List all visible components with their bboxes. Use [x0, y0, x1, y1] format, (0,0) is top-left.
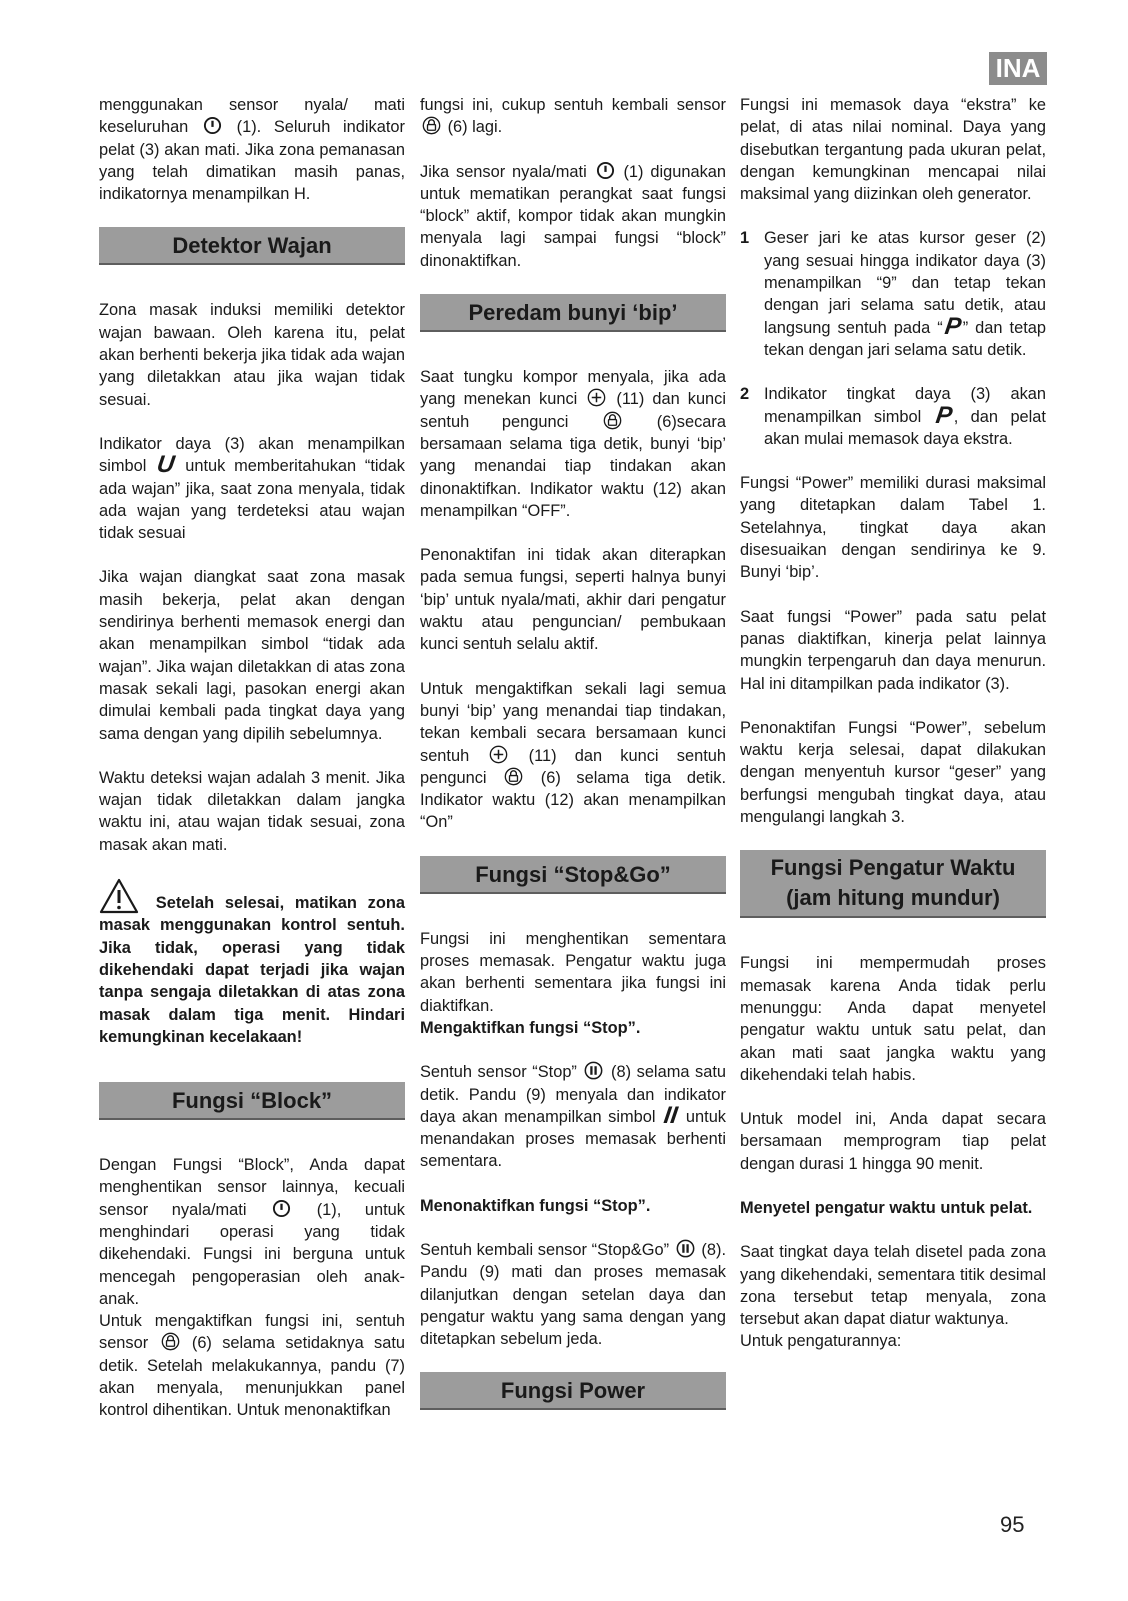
- paragraph-beep-1: Saat tungku kompor menyala, jika ada yang menekan kunci (11) dan kunci sentuh pengunci (6)secara bersamaan selama tiga detik, bunyi ‘bip’ yang menandai tiap tindakan akan dinonaktifkan. Indikator waktu (12) akan menampilkan “OFF”.: [420, 368, 727, 520]
- paragraph-beep-3: Untuk mengaktifkan sekali lagi semua bunyi ‘bip’ yang menandai tiap tindakan, tekan kembali secara bersamaan kunci sentuh (11) dan kunci sentuh pengunci (6) selama tiga detik. Indikator waktu (12) akan menampilkan “On”: [420, 679, 727, 832]
- step-number: 1: [740, 229, 750, 248]
- pause-symbol: II: [662, 1101, 680, 1129]
- paragraph-timer-2: Untuk model ini, Anda dapat secara bersamaan memprogram tiap pelat dengan durasi 1 hingga 90 menit.: [740, 1110, 1046, 1173]
- power-boost-symbol: P: [933, 401, 954, 429]
- subheading-set-timer: Menyetel pengatur waktu untuk pelat.: [740, 1198, 1033, 1217]
- paragraph-timer-3: Saat tingkat daya telah disetel pada zona yang dikehendaki, sementara titik desimal zona tersebut tetap menyala, zona tersebut akan dapat diatur waktunya.: [740, 1243, 1046, 1329]
- list-item: 2 Indikator tingkat daya (3) akan menampilkan simbol P, dan pelat akan mulai memasok daya ekstra.: [740, 385, 1046, 448]
- heading-pan-detector: Detektor Wajan: [99, 227, 405, 265]
- lock-icon: [603, 411, 622, 430]
- lock-icon: [504, 767, 523, 786]
- paragraph-power-2: Fungsi “Power” memiliki durasi maksimal yang ditetapkan dalam Tabel 1. Setelahnya, tingkat daya akan disesuaikan dengan sendirinya ke 9. Bunyi ‘bip’.: [740, 474, 1046, 582]
- paragraph-intro: menggunakan sensor nyala/ mati keseluruhan (1). Seluruh indikator pelat (3) akan mati. Jika zona pemanasan yang telah dimatikan masih panas, indikatornya menampilkan H.: [99, 96, 405, 204]
- heading-beep-silencer: Peredam bunyi ‘bip’: [420, 294, 726, 332]
- heading-stop-and-go: Fungsi “Stop&Go”: [420, 856, 726, 894]
- power-icon: [596, 161, 615, 180]
- power-steps: [740, 227, 1046, 450]
- paragraph-block-1: Dengan Fungsi “Block”, Anda dapat menghentikan sensor lainnya, kecuali sensor nyala/mati (1), untuk menghindari operasi yang tidak dikehendaki. Fungsi ini berguna untuk mencegah pengoperasian oleh anak-anak.: [99, 1156, 405, 1308]
- heading-timer-function: Fungsi Pengatur Waktu (jam hitung mundur): [740, 850, 1046, 918]
- paragraph-timer-4: Untuk pengaturannya:: [740, 1332, 902, 1351]
- list-item: 1 Geser jari ke atas kursor geser (2) yang sesuai hingga indikator daya (3) menampilkan “9” dan tetap tekan dengan jari selama satu detik, atau langsung sentuh pada “P” dan tetap tekan dengan jari selama satu detik.: [740, 229, 1046, 359]
- column-2: [420, 94, 726, 1444]
- paragraph-block-2: Untuk mengaktifkan fungsi ini, sentuh sensor (6) selama setidaknya satu detik. Setelah melakukannya, pandu (7) akan menyala, menunjukkan panel kontrol dihentikan. Untuk menonaktifkan: [99, 1312, 406, 1420]
- plus-icon: [489, 745, 508, 764]
- paragraph-detector-2: Indikator daya (3) akan menampilkan simbol U untuk memberitahukan “tidak ada wajan” jika, saat zona menyala, tidak ada wajan yang terdeteksi atau wajan tidak sesuai: [99, 434, 405, 543]
- paragraph-timer-1: Fungsi ini mempermudah proses memasak karena Anda tidak perlu menunggu: Anda dapat menyetel pengatur waktu untuk satu pelat, dan akan mati saat jangka waktu yang dikehendaki telah habis.: [740, 954, 1046, 1084]
- paragraph-power-1: Fungsi ini memasok daya “ekstra” ke pelat, di atas nilai nominal. Daya yang disebutkan tergantung pada ukuran pelat, dengan kemungkinan mencapai nilai maksimal yang diizinkan oleh generator.: [740, 96, 1046, 204]
- page-number: 95: [1000, 1512, 1025, 1537]
- paragraph-power-4: Penonaktifan Fungsi “Power”, sebelum waktu kerja selesai, dapat dilakukan dengan menyentuh kursor “geser” yang berfungsi mengubah tingkat daya, atau mengulangi langkah 3.: [740, 718, 1046, 827]
- heading-block-function: Fungsi “Block”: [99, 1082, 405, 1120]
- lock-icon: [161, 1332, 180, 1351]
- power-icon: [272, 1199, 291, 1218]
- power-boost-symbol: P: [942, 312, 963, 340]
- paragraph-stopgo-3: Sentuh kembali sensor “Stop&Go” (8). Pandu (9) mati dan proses memasak dilanjutkan dengan setelan daya dan pengatur waktu yang sama dengan yang ditetapkan sebelum jeda.: [420, 1240, 726, 1349]
- plus-icon: [587, 388, 606, 407]
- warning-icon: [99, 878, 139, 914]
- paragraph-stopgo-2: Sentuh sensor “Stop” (8) selama satu detik. Pandu (9) menyala dan indikator daya akan menampilkan simbol II untuk menandakan proses memasak berhenti sementara.: [420, 1063, 727, 1171]
- paragraph-beep-2: Penonaktifan ini tidak akan diterapkan pada semua fungsi, seperti halnya bunyi ‘bip’ untuk nyala/mati, akhir dari pengatur waktu atau penguncian/ pembukaan kunci sentuh selalu aktif.: [420, 546, 726, 654]
- paragraph-detector-4: Waktu deteksi wajan adalah 3 menit. Jika wajan tidak diletakkan dalam jangka waktu ini, atau wajan tidak sesuai, zona masak akan mati.: [99, 768, 405, 854]
- no-pan-symbol: U: [155, 451, 177, 479]
- power-icon: [203, 116, 222, 135]
- column-3: [740, 94, 1046, 1375]
- paragraph-block-3: Jika sensor nyala/mati (1) digunakan untuk mematikan perangkat saat fungsi “block” aktif, kompor tidak akan mungkin menyala lagi sampai fungsi “block” dinonaktifkan.: [420, 162, 726, 270]
- warning-box: Setelah selesai, matikan zona masak menggunakan kontrol sentuh. Jika tidak, operasi yang tidak dikehendaki dapat terjadi jika wajan tanpa sengaja diletakkan di atas zona masak dalam tiga menit. Hindari kemungkinan kecelakaan!: [99, 878, 405, 1048]
- paragraph-block-continued: fungsi ini, cukup sentuh kembali sensor (6) lagi.: [420, 96, 726, 137]
- subheading-activate-stop: Mengaktifkan fungsi “Stop”.: [420, 1018, 641, 1037]
- heading-power-function: Fungsi Power: [420, 1372, 726, 1410]
- lock-icon: [422, 116, 441, 135]
- subheading-deactivate-stop: Menonaktifkan fungsi “Stop”.: [420, 1196, 651, 1215]
- pause-icon: [676, 1239, 695, 1258]
- paragraph-stopgo-1: Fungsi ini menghentikan sementara proses memasak. Pengatur waktu juga akan berhenti sementara jika fungsi ini diaktifkan.: [420, 929, 726, 1015]
- paragraph-power-3: Saat fungsi “Power” pada satu pelat panas diaktifkan, kinerja pelat lainnya mungkin terpengaruh dan daya menurun. Hal ini ditampilkan pada indikator (3).: [740, 607, 1046, 693]
- pause-icon: [584, 1061, 603, 1080]
- column-1: [99, 94, 405, 1444]
- paragraph-detector-1: Zona masak induksi memiliki detektor wajan bawaan. Oleh karena itu, pelat akan berhenti bekerja jika tidak ada wajan yang diletakkan atau jika wajan tidak sesuai.: [99, 301, 405, 409]
- language-tab: INA: [989, 52, 1047, 85]
- paragraph-detector-3: Jika wajan diangkat saat zona masak masih bekerja, pelat akan dengan sendirinya berhenti memasok energi dan akan menampilkan simbol “tidak ada wajan”. Jika wajan diletakkan di atas zona masak sekali lagi, pasokan energi akan dimulai kembali pada tingkat daya yang sama dengan yang dipilih sebelumnya.: [99, 568, 405, 743]
- step-number: 2: [740, 385, 750, 404]
